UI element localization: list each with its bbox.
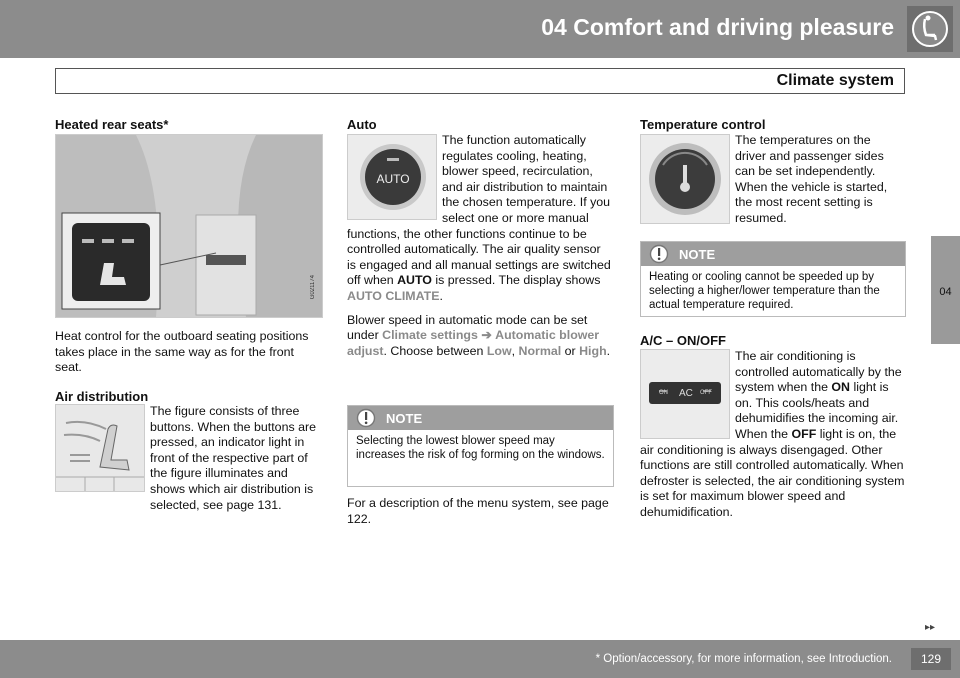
note-title: NOTE bbox=[386, 411, 423, 426]
footer-note: * Option/accessory, for more information, see Introduction. bbox=[595, 653, 892, 665]
blower-text-3: . bbox=[606, 343, 611, 358]
auto-text-3: . bbox=[439, 288, 443, 303]
note-header bbox=[641, 242, 905, 266]
auto-button-label: AUTO bbox=[376, 172, 410, 186]
float-spacer bbox=[640, 349, 735, 437]
ac-on-label: ON bbox=[659, 390, 668, 396]
seat-icon bbox=[907, 6, 953, 52]
air-distribution-figure bbox=[55, 404, 145, 492]
ac-heading: A/C – ON/OFF bbox=[640, 333, 726, 348]
air-distribution-paragraph: The figure consists of three buttons. When the buttons are pressed, an indicator light in front of the respective part of the figure illuminates and shows which air distribution is selected, see page 131. bbox=[150, 404, 317, 512]
temperature-control-heading: Temperature control bbox=[640, 117, 766, 132]
auto-text-2: is pressed. The display shows bbox=[431, 273, 601, 288]
auto-climate-display: AUTO CLIMATE bbox=[347, 288, 440, 303]
heated-rear-seats-heading: Heated rear seats* bbox=[55, 117, 169, 132]
menu-reference bbox=[347, 496, 613, 527]
option-normal: Normal bbox=[518, 343, 562, 358]
auto-bold: AUTO bbox=[397, 273, 432, 288]
note-box-blower bbox=[347, 405, 614, 487]
temperature-text bbox=[735, 133, 905, 227]
section-title: Climate system bbox=[776, 72, 894, 89]
ac-text-1: The air conditioning is controlled automatically by the system when the bbox=[735, 349, 902, 395]
note-body: Heating or cooling cannot be speeded up by selecting a higher/lower temperature than the actual temperature required. bbox=[649, 271, 880, 311]
menu-automatic-blower-adjust: Automatic blower adjust bbox=[347, 328, 600, 358]
blower-or: or bbox=[561, 343, 580, 358]
air-distribution-heading: Air distribution bbox=[55, 388, 149, 404]
note-title: NOTE bbox=[679, 247, 716, 262]
column-1 bbox=[55, 117, 323, 133]
auto-text-1: The function automatically regulates cooling, heating, blower speed, recirculation, and air distribution to maintain the chosen temperature. If you select one or more manual functions, the other functions continue to be controlled automatically. The air quality sensor is engaged and all manual settings are switched off when bbox=[347, 133, 611, 288]
option-low: Low bbox=[486, 343, 512, 358]
figure-code: G021174 bbox=[310, 275, 316, 300]
ac-text bbox=[640, 349, 906, 521]
air-distribution-text bbox=[150, 404, 322, 513]
column-3 bbox=[640, 117, 906, 133]
auto-heading: Auto bbox=[347, 117, 377, 132]
blower-text-1: Blower speed in automatic mode can be set under bbox=[347, 312, 588, 343]
option-high: High bbox=[579, 343, 607, 358]
menu-arrow-icon: ➔ bbox=[481, 328, 492, 343]
auto-text bbox=[347, 133, 613, 359]
ac-off-bold: OFF bbox=[791, 426, 817, 441]
note-header bbox=[348, 406, 613, 430]
blower-paragraph bbox=[347, 313, 613, 360]
ac-paragraph bbox=[640, 349, 906, 521]
ac-text-2: light is on. This cools/heats and dehumidifies the incoming air. When the bbox=[735, 380, 899, 441]
auto-paragraph bbox=[347, 133, 613, 305]
section-header bbox=[55, 68, 905, 94]
temperature-paragraph: The temperatures on the driver and passenger sides can be set independently. When the vehicle is started, the most recent setting is resumed. bbox=[735, 133, 888, 225]
ac-label: AC bbox=[679, 388, 693, 399]
page-number: 129 bbox=[911, 648, 951, 670]
note-body: Selecting the lowest blower speed may increases the risk of fog forming on the windows. bbox=[356, 435, 605, 461]
continue-arrows-icon: ▸▸ bbox=[925, 622, 936, 633]
blower-text-2: . Choose between bbox=[383, 343, 487, 358]
chapter-tab bbox=[931, 236, 960, 344]
ac-off-label: OFF bbox=[700, 390, 712, 396]
temperature-dial-figure bbox=[640, 134, 730, 224]
info-icon bbox=[355, 408, 377, 428]
note-box-temperature bbox=[640, 241, 906, 317]
chapter-title: 04 Comfort and driving pleasure bbox=[541, 14, 894, 40]
ac-on-bold: ON bbox=[831, 380, 851, 395]
ac-section bbox=[640, 333, 906, 349]
column-1-text bbox=[55, 329, 323, 404]
menu-reference-paragraph: For a description of the menu system, see page 122. bbox=[347, 496, 609, 526]
column-2 bbox=[347, 117, 613, 133]
info-icon bbox=[648, 244, 670, 264]
heated-seats-paragraph: Heat control for the outboard seating positions takes place in the same way as for the front seat. bbox=[55, 329, 309, 375]
menu-climate-settings: Climate settings bbox=[382, 328, 478, 343]
chapter-tab-label: 04 bbox=[939, 286, 952, 298]
rear-seat-figure bbox=[55, 134, 323, 318]
ac-text-3: light is on, the air conditioning is always disengaged. Other functions are still controlled automatically. When defroster is selected, the air conditioning system is set for maximum blower speed and dehumidification. bbox=[640, 426, 905, 519]
float-spacer bbox=[347, 133, 442, 217]
blower-sep: , bbox=[511, 343, 519, 358]
